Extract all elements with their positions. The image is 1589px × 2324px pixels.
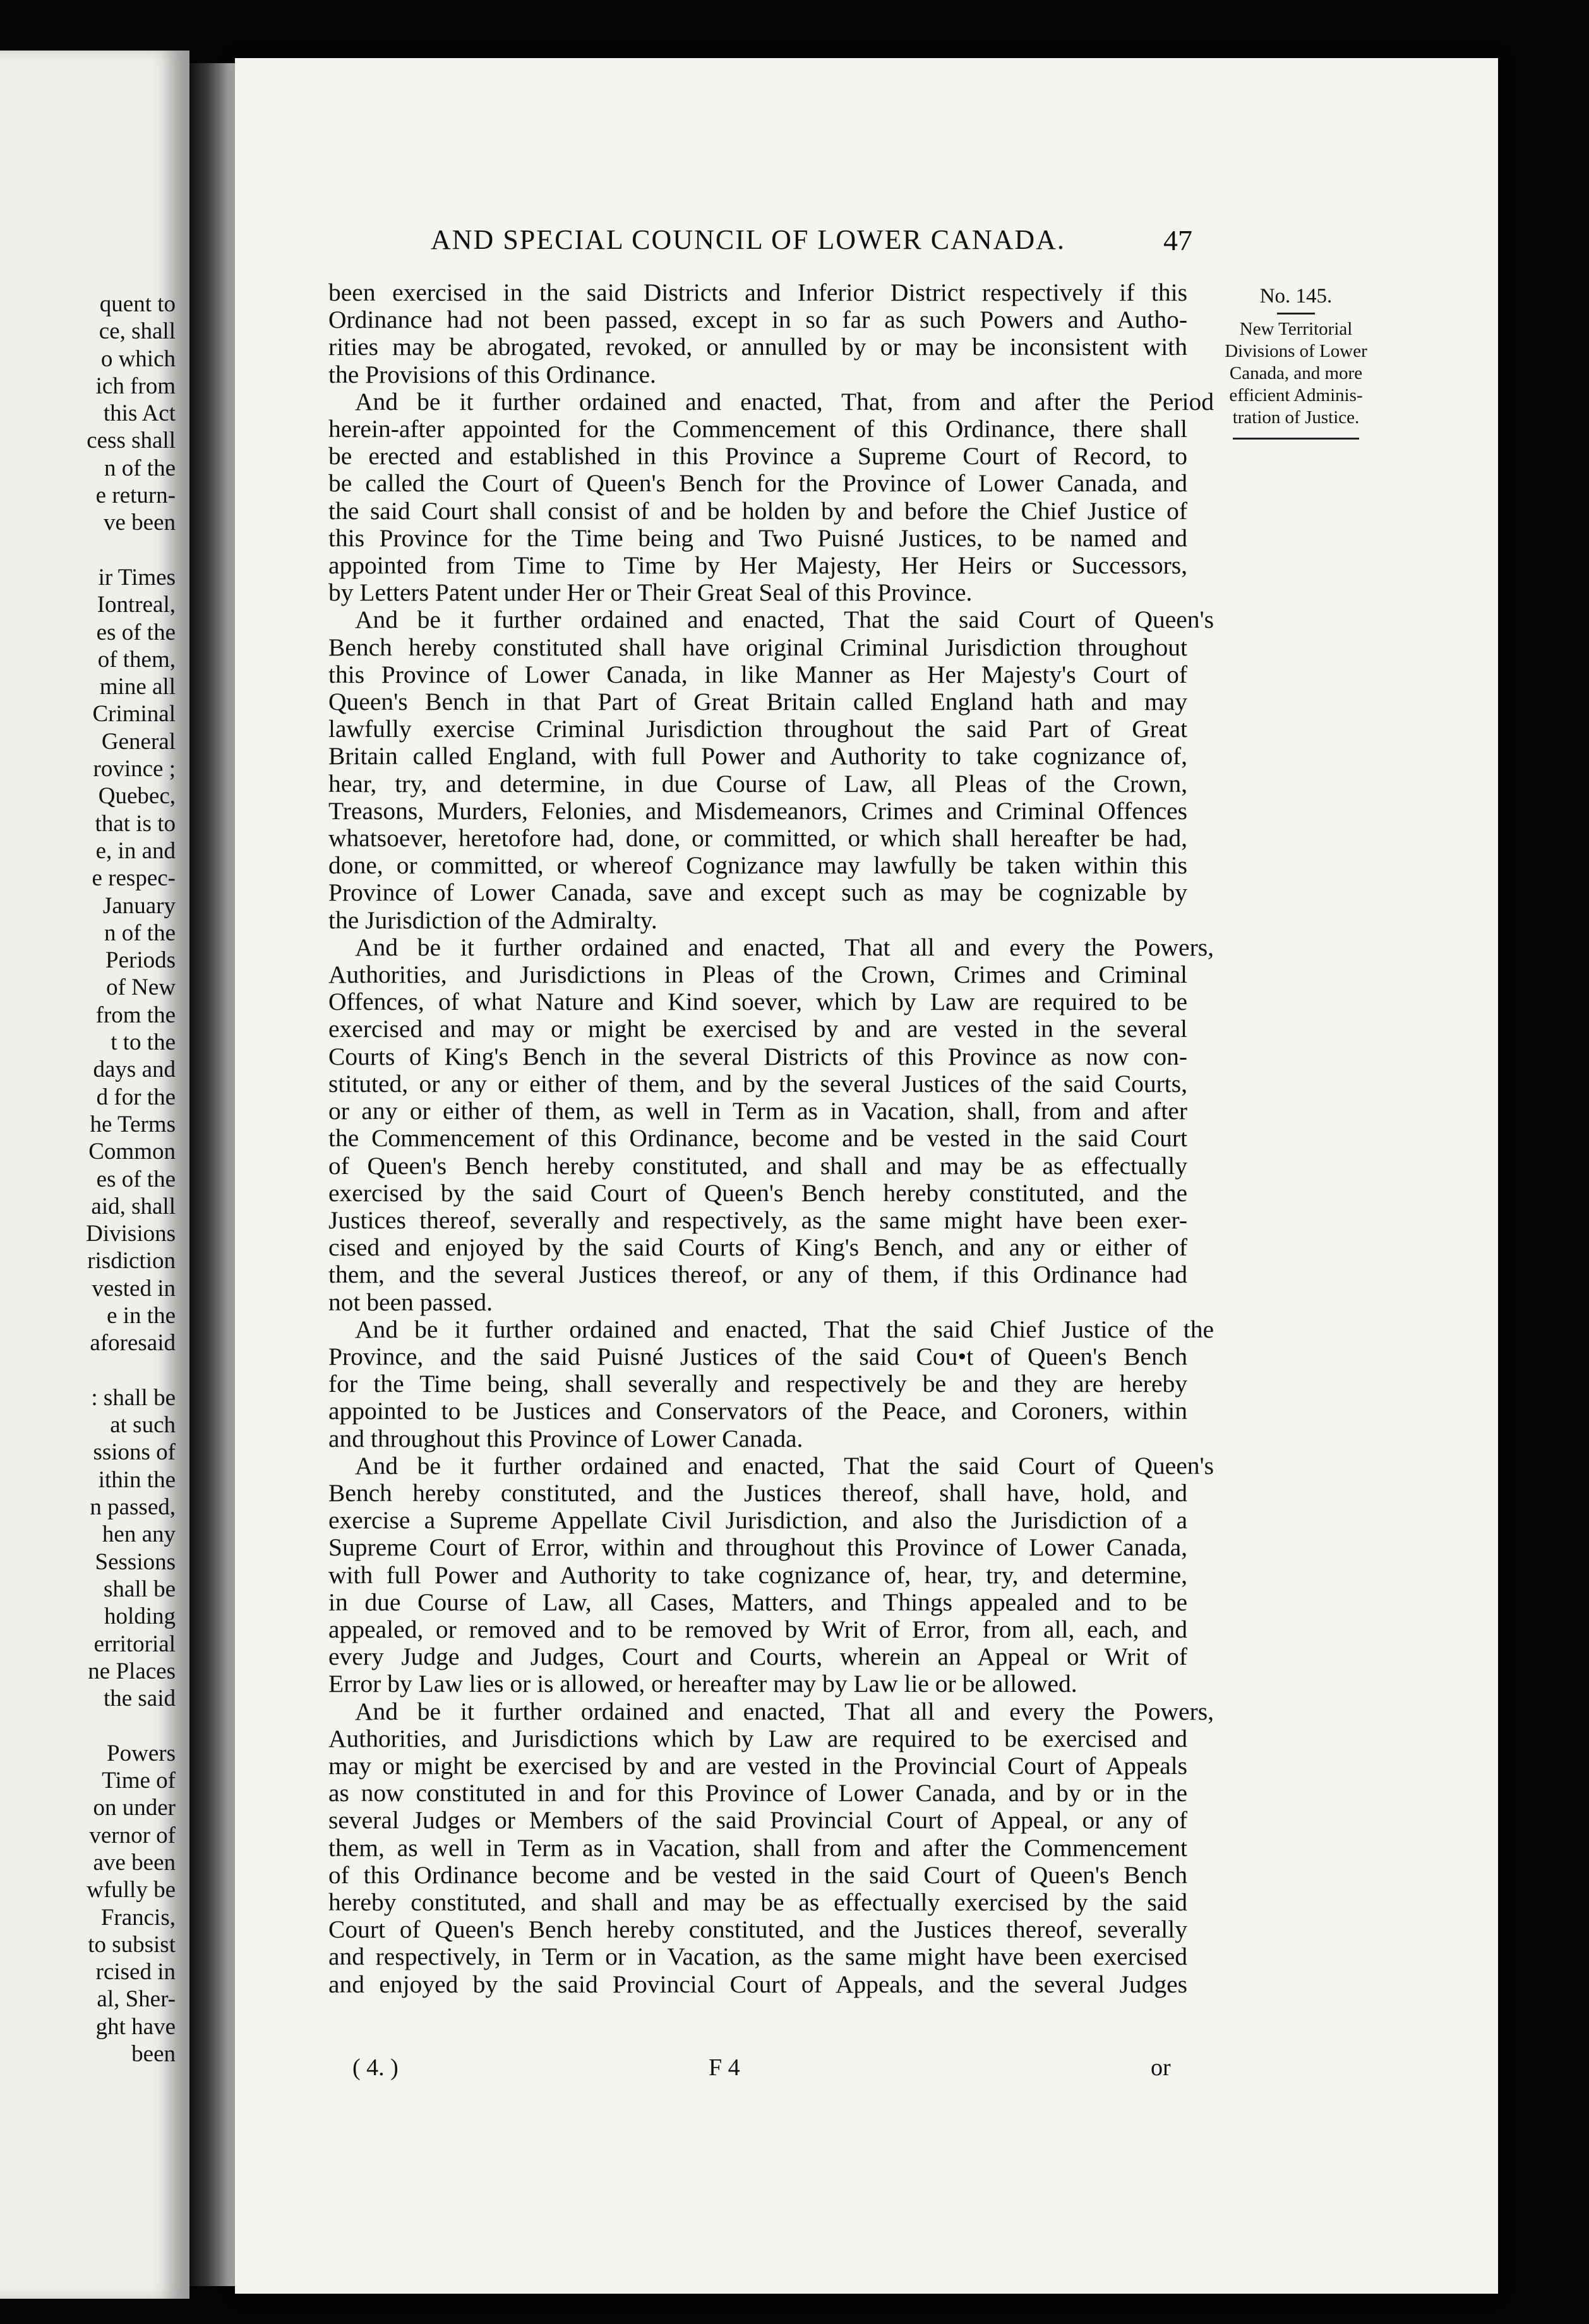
left-page-line: vested in [92,1275,176,1302]
body-line: this Province for the Time being and Two Puisné Justices, to be named and [328,524,1187,552]
left-page-line: o which [100,345,176,372]
body-line: whatsoever, heretofore had, done, or committed, or which shall hereafter be had, [328,824,1187,853]
running-title: AND SPECIAL COUNCIL OF LOWER CANADA. [431,224,1065,255]
margin-heading-line: Divisions of Lower [1225,341,1367,361]
left-page-text [43,290,176,2068]
body-line: of this Ordinance become and be vested in the said Court of Queen's Bench [328,1860,1187,1889]
body-line: and enjoyed by the said Provincial Court of Appeals, and the several Judges [328,1970,1187,1998]
left-page-line: ithin the [98,1466,176,1493]
body-line: lawfully exercise Criminal Jurisdiction throughout the said Part of Great [328,715,1187,743]
left-page-line: this Act [103,400,176,427]
left-page-line [43,537,176,564]
left-page-line: General [101,728,176,755]
left-page-line: of New [106,974,176,1001]
heading-rule [1233,438,1359,440]
left-page-line: the said [103,1686,176,1712]
margin-heading-line: Canada, and more [1229,363,1363,383]
left-page-line: d for the [96,1084,176,1110]
left-page-line: from the [95,1002,176,1028]
left-facing-page [0,51,189,2299]
left-page-line: holding [104,1603,176,1630]
body-line: or any or either of them, as well in Term as in Vacation, shall, from and after [328,1097,1187,1125]
body-line: And be it further ordained and enacted, That all and every the Powers, [355,933,1214,961]
left-page-line: n of the [104,455,176,481]
left-page-line: rovince ; [93,756,176,782]
body-line: may or might be exercised by and are vested in the Provincial Court of Appeals [328,1751,1187,1780]
body-line: appointed to be Justices and Conservators of the Peace, and Coroners, within [328,1397,1187,1425]
body-line: and respectively, in Term or in Vacation, as the same might have been exercised [328,1943,1187,1971]
left-page-line: at such [110,1412,176,1439]
body-line: the Provisions of this Ordinance. [328,360,656,388]
body-line: Error by Law lies or is allowed, or hereafter may by Law lie or be allowed. [328,1670,1077,1698]
left-page-line: ave been [93,1849,176,1876]
left-page-line: mine all [99,674,176,700]
body-line: exercised and may or might be exercised by and are vested in the several [328,1015,1187,1043]
body-line: several Judges or Members of the said Provincial Court of Appeal, or any of [328,1806,1187,1835]
left-page-line: been [131,2041,176,2067]
left-page-line: aforesaid [90,1330,176,1357]
body-line: Bench hereby constituted, and the Justices thereof, shall have, hold, and [328,1478,1187,1507]
margin-heading-line: tration of Justice. [1232,407,1360,428]
left-page-line: Time of [102,1768,176,1794]
body-line: Province of Lower Canada, save and except such as may be cognizable by [328,878,1187,907]
footer-signature-number: ( 4. ) [352,2054,399,2081]
body-line: Authorities, and Jurisdictions in Pleas of the Crown, Crimes and Criminal [328,961,1187,989]
left-page-line: e, in and [95,837,176,864]
body-line: And be it further ordained and enacted, That the said Chief Justice of the [355,1315,1214,1343]
margin-heading-line: New Territorial [1239,319,1353,339]
body-line: Ordinance had not been passed, except in so far as such Powers and Autho- [328,306,1187,334]
left-page-line: risdiction [87,1248,176,1274]
body-line: by Letters Patent under Her or Their Great Seal of this Province. [328,578,973,607]
left-page-line: ne Places [88,1658,176,1684]
body-line: And be it further ordained and enacted, That the said Court of Queen's [355,1451,1214,1480]
book-gutter [189,63,235,2286]
body-line: appealed, or removed and to be removed by Writ of Error, from all, each, and [328,1615,1187,1643]
body-line: in due Course of Law, all Cases, Matters, and Things appealed and to be [328,1588,1187,1616]
left-page-line: ve been [103,510,176,536]
body-line: them, and the several Justices thereof, or any of them, if this Ordinance had [328,1261,1187,1289]
body-line: be erected and established in this Province a Supreme Court of Record, to [328,442,1187,470]
body-line: exercised by the said Court of Queen's Bench hereby constituted, and the [328,1178,1187,1207]
left-page-line: t to the [111,1029,176,1056]
body-line: stituted, or any or either of them, and by the several Justices of the said Courts, [328,1069,1187,1098]
body-line: Supreme Court of Error, within and throughout this Province of Lower Canada, [328,1533,1187,1562]
left-page-line: ce, shall [99,318,176,345]
page-number: 47 [1163,224,1192,256]
left-page-line: to subsist [88,1931,176,1958]
body-line: Treasons, Murders, Felonies, and Misdemeanors, Crimes and Criminal Offences [328,796,1187,825]
body-line: Justices thereof, severally and respectively, as the same might have been exer- [328,1206,1187,1234]
left-page-line: Iontreal, [97,592,176,618]
left-page-line: quent to [99,291,176,317]
body-line: of Queen's Bench hereby constituted, and shall and may be as effectually [328,1151,1187,1180]
body-line: this Province of Lower Canada, in like Manner as Her Majesty's Court of [328,660,1187,688]
left-page-line: Common [88,1139,176,1165]
left-page-line [43,1357,176,1384]
left-page-line: rcised in [95,1959,176,1986]
page [235,58,1498,2294]
body-line: hear, try, and determine, in due Course of Law, all Pleas of the Crown, [328,769,1187,798]
left-page-line: n passed, [90,1494,176,1521]
left-page-line: ght have [95,2013,176,2040]
left-page-line: e respec- [92,865,176,892]
left-page-line: hen any [102,1521,176,1548]
left-page-line: that is to [95,810,176,837]
left-page-line: Criminal [92,701,176,728]
left-page-line: e in the [107,1302,176,1329]
body-line: Britain called England, with full Power and Authority to take cognizance of, [328,742,1187,770]
body-line: Bench hereby constituted shall have original Criminal Jurisdiction throughout [328,633,1187,661]
left-page-line [43,1712,176,1739]
body-line: appointed from Time to Time by Her Majesty, Her Heirs or Successors, [328,551,1187,580]
footer-signature-mark: F 4 [709,2054,740,2081]
body-line: Authorities, and Jurisdictions which by Law are required to be exercised and [328,1724,1187,1752]
left-page-line: Francis, [100,1904,176,1931]
left-page-line: shall be [103,1576,176,1602]
body-line: And be it further ordained and enacted, That, from and after the Period [355,387,1214,416]
footer-catchword: or [1151,2054,1171,2081]
body-line: And be it further ordained and enacted, That all and every the Powers, [355,1697,1214,1725]
body-line: the Jurisdiction of the Admiralty. [328,906,657,934]
body-text [328,279,1439,1998]
short-rule [1277,313,1315,314]
body-line: exercise a Supreme Appellate Civil Jurisdiction, and also the Jurisdiction of a [328,1506,1187,1535]
left-page-line: on under [93,1795,176,1821]
left-page-line: vernor of [89,1822,176,1848]
left-page-line: Divisions [86,1221,176,1247]
left-page-line: days and [93,1057,176,1083]
body-line: done, or committed, or whereof Cognizance may lawfully be taken within this [328,851,1187,880]
body-line: the said Court shall consist of and be holden by and before the Chief Justice of [328,496,1187,525]
left-page-line: erritorial [93,1631,176,1657]
body-line: Province, and the said Puisné Justices of the said Cou•t of Queen's Bench [328,1342,1187,1370]
left-page-line: Periods [105,947,176,974]
body-line: been exercised in the said Districts and Inferior District respectively if this [328,279,1187,306]
left-page-line: es of the [96,1166,176,1192]
body-line: be called the Court of Queen's Bench for the Province of Lower Canada, and [328,469,1187,498]
left-page-line: ir Times [98,564,176,590]
left-page-line: al, Sher- [97,1986,176,2013]
margin-heading [1201,318,1391,429]
left-page-line: Quebec, [98,783,176,810]
body-line: And be it further ordained and enacted, That the said Court of Queen's [355,606,1214,634]
body-line: herein-after appointed for the Commencement of this Ordinance, there shall [328,415,1187,443]
body-line: for the Time being, shall severally and respectively be and they are hereby [328,1370,1187,1398]
body-line: Court of Queen's Bench hereby constituted, and the Justices thereof, severally [328,1915,1187,1944]
margin-heading-line: efficient Adminis- [1229,385,1363,405]
body-line: the Commencement of this Ordinance, become and be vested in the said Court [328,1124,1187,1153]
body-line: Offences, of what Nature and Kind soever, which by Law are required to be [328,988,1187,1016]
left-page-line: January [102,892,176,919]
left-page-line: Sessions [95,1548,176,1575]
left-page-line: wfully be [87,1877,176,1903]
left-page-line: es of the [96,619,176,645]
body-line: with full Power and Authority to take cognizance of, hear, try, and determine, [328,1560,1187,1589]
body-line: them, as well in Term as in Vacation, shall from and after the Commencement [328,1833,1187,1862]
left-page-line: ssions of [93,1439,176,1466]
body-line: every Judge and Judges, Court and Courts, wherein an Appeal or Writ of [328,1643,1187,1671]
left-page-line: of them, [97,646,176,673]
left-page-line: he Terms [90,1111,176,1137]
body-line: Queen's Bench in that Part of Great Britain called England hath and may [328,688,1187,716]
left-page-line: Powers [107,1740,176,1766]
body-line: rities may be abrogated, revoked, or annulled by or may be inconsistent with [328,333,1187,361]
margin-note [1201,285,1391,443]
left-page-line: aid, shall [91,1193,176,1219]
body-line: and throughout this Province of Lower Canada. [328,1424,803,1452]
body-line: cised and enjoyed by the said Courts of King's Bench, and any or either of [328,1233,1187,1262]
body-line: as now constituted in and for this Province of Lower Canada, and by or in the [328,1779,1187,1807]
ordinance-number: No. 145. [1259,285,1333,308]
left-page-line: ich from [95,373,176,399]
left-page-line: cess shall [87,428,176,454]
body-line: Courts of King's Bench in the several Districts of this Province as now con- [328,1042,1187,1070]
left-page-line: : shall be [91,1384,176,1411]
body-line: hereby constituted, and shall and may be as effectually exercised by the said [328,1888,1187,1916]
left-page-line: n of the [104,919,176,946]
left-page-line: e return- [95,482,176,509]
body-line: not been passed. [328,1288,493,1316]
